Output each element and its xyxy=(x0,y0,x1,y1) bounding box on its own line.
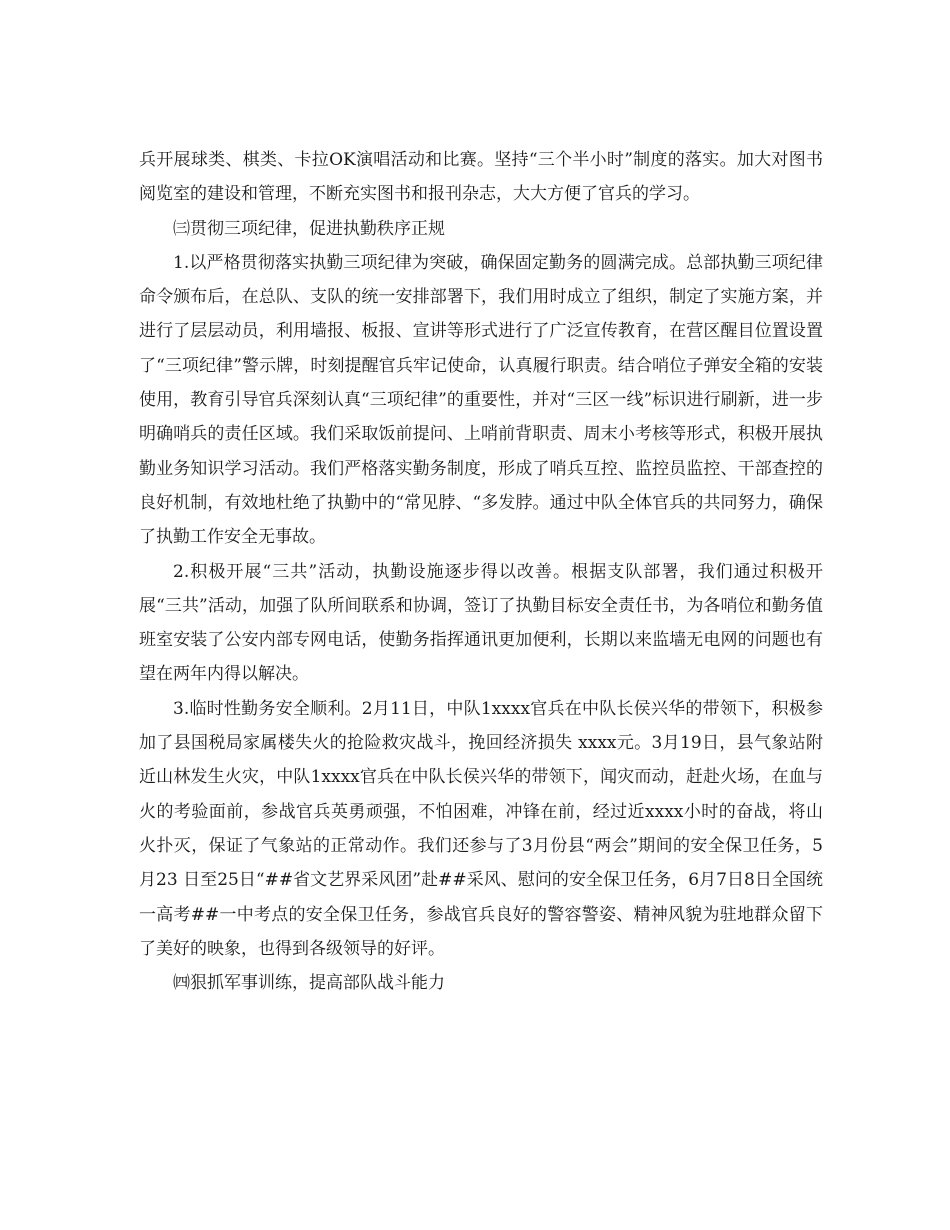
paragraph-item-2: 2.积极开展“三共”活动，执勤设施逐步得以改善。根据支队部署，我们通过积极开展“三共”活动，加强了队所间联系和协调，签订了执勤目标安全责任书，为各哨位和勤务值班室安装了公安内部专网电话，使勤务指挥通讯更加便利，长期以来监墙无电网的问题也有望在两年内得以解决。 xyxy=(139,561,823,685)
paragraph-continued: 兵开展球类、棋类、卡拉OK演唱活动和比赛。坚持“三个半小时”制度的落实。加大对图书阅览室的建设和管理，不断充实图书和报刊杂志，大大方便了官兵的学习。 xyxy=(139,150,823,205)
paragraph-item-1: 1.以严格贯彻落实执勤三项纪律为突破，确保固定勤务的圆满完成。总部执勤三项纪律命令颁布后，在总队、支队的统一安排部署下，我们用时成立了组织，制定了实施方案，并进行了层层动员，利用墙报、板报、宣讲等形式进行了广泛宣传教育，在营区醒目位置设置了“三项纪律”警示牌，时刻提醒官兵牢记使命，认真履行职责。结合哨位子弹安全箱的安装使用，教育引导官兵深刻认真“三项纪律”的重要性，并对“三区一线”标识进行刷新，进一步明确哨兵的责任区域。我们采取饭前提问、上哨前背职责、周末小考核等形式，积极开展执勤业务知识学习活动。我们严格落实勤务制度，形成了哨兵互控、监控员监控、干部查控的良好机制，有效地杜绝了执勤中的“常见脖、“多发脖。通过中队全体官兵的共同努力，确保了执勤工作安全无事故。 xyxy=(139,252,823,548)
paragraph-item-3: 3.临时性勤务安全顺利。2月11日，中队1xxxx官兵在中队长侯兴华的带领下，积极参加了县国税局家属楼失火的抢险救灾战斗，挽回经济损失 xxxx元。3月19日，县气象站附近山林发生火灾，中队1xxxx官兵在中队长侯兴华的带领下，闻灾而动，赶赴火场，在血与火的考验面前，参战官兵英勇顽强，不怕困难，冲锋在前，经过近xxxx小时的奋战，将山火扑灭，保证了气象站的正常动作。我们还参与了3月份县“两会”期间的安全保卫任务，5月23 日至25日“##省文艺界采风团”赴##采风、慰问的安全保卫任务，6月7日8日全国统一高考##一中考点的安全保卫任务，参战官兵良好的警容警姿、精神风貌为驻地群众留下了美好的映象，也得到各级领导的好评。 xyxy=(139,698,823,959)
section-heading-4: ㈣狠抓军事训练，提高部队战斗能力 xyxy=(173,973,445,994)
document-body xyxy=(139,143,823,1000)
section-heading-3: ㈢贯彻三项纪律，促进执勤秩序正规 xyxy=(173,218,445,239)
